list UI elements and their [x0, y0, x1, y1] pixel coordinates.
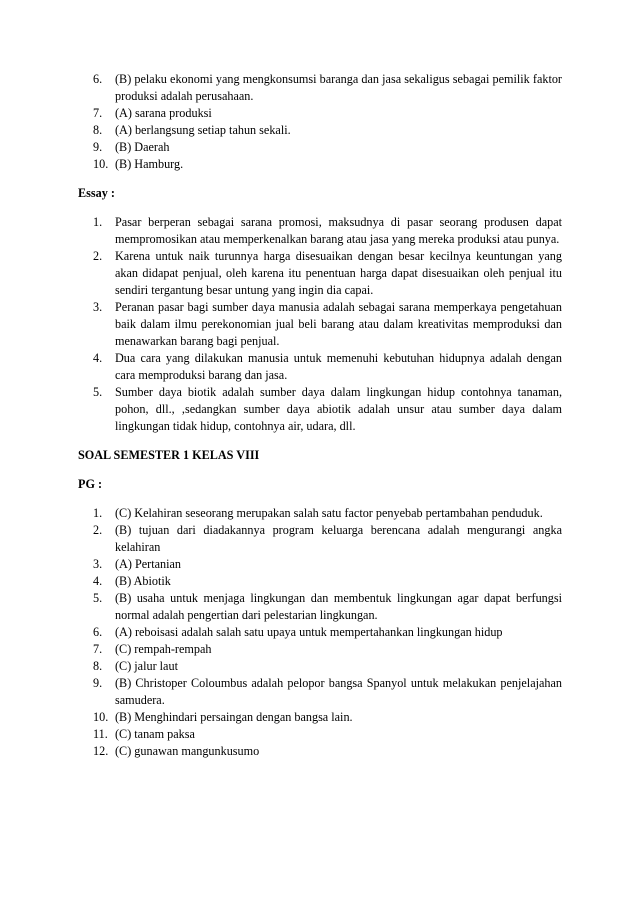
- list-item: [78, 122, 562, 139]
- item-text: (C) jalur laut: [115, 659, 178, 673]
- list-item: [78, 709, 562, 726]
- item-number: 3.: [93, 300, 103, 314]
- list-item: [78, 156, 562, 173]
- document-content: [78, 71, 562, 760]
- list-item: [78, 214, 562, 248]
- item-number: 2.: [93, 249, 103, 263]
- item-number: 10.: [93, 710, 109, 724]
- pg-list: [78, 505, 562, 760]
- item-text: Pasar berperan sebagai sarana promosi, maksudnya di pasar seorang produsen dapat mempromosikan atau memperkenalkan barang atau jasa yang mereka produksi atau punya.: [115, 215, 562, 246]
- item-number: 6.: [93, 72, 103, 86]
- item-number: 7.: [93, 106, 103, 120]
- list-item: [78, 105, 562, 122]
- item-text: (A) berlangsung setiap tahun sekali.: [115, 123, 291, 137]
- item-text: (B) Daerah: [115, 140, 170, 154]
- list-item: [78, 743, 562, 760]
- item-number: 4.: [93, 574, 103, 588]
- item-text: (B) pelaku ekonomi yang mengkonsumsi baranga dan jasa sekaligus sebagai pemilik faktor produksi adalah perusahaan.: [115, 72, 562, 103]
- item-text: (B) Hamburg.: [115, 157, 184, 171]
- item-number: 9.: [93, 676, 103, 690]
- item-text: (C) gunawan mangunkusumo: [115, 744, 260, 758]
- essay-list: [78, 214, 562, 435]
- item-text: (B) Abiotik: [115, 574, 171, 588]
- item-text: Karena untuk naik turunnya harga disesuaikan dengan besar kecilnya keuntungan yang akan didapat penjual, oleh karena itu penentuan harga dapat disesuaikan oleh penjual itu sendiri tergantung besar untung yang ingin dia capai.: [115, 249, 562, 297]
- pg-heading: PG :: [78, 477, 103, 491]
- list-item: [78, 248, 562, 299]
- item-text: (A) Pertanian: [115, 557, 181, 571]
- item-number: 1.: [93, 506, 103, 520]
- item-text: (B) Menghindari persaingan dengan bangsa lain.: [115, 710, 353, 724]
- item-number: 8.: [93, 659, 103, 673]
- item-number: 1.: [93, 215, 103, 229]
- item-text: (A) reboisasi adalah salah satu upaya untuk mempertahankan lingkungan hidup: [115, 625, 503, 639]
- essay-heading: Essay :: [78, 186, 115, 200]
- list-item: [78, 624, 562, 641]
- item-number: 5.: [93, 591, 103, 605]
- item-text: (A) sarana produksi: [115, 106, 212, 120]
- list-item: [78, 556, 562, 573]
- item-text: (C) Kelahiran seseorang merupakan salah satu factor penyebab pertambahan penduduk.: [115, 506, 543, 520]
- list-item: [78, 139, 562, 156]
- item-number: 10.: [93, 157, 109, 171]
- item-number: 11.: [93, 727, 108, 741]
- list-item: [78, 641, 562, 658]
- item-number: 2.: [93, 523, 103, 537]
- list-item: [78, 505, 562, 522]
- item-number: 4.: [93, 351, 103, 365]
- item-text: Dua cara yang dilakukan manusia untuk memenuhi kebutuhan hidupnya adalah dengan cara memproduksi barang dan jasa.: [115, 351, 562, 382]
- list-item: [78, 726, 562, 743]
- item-number: 5.: [93, 385, 103, 399]
- item-text: (B) Christoper Coloumbus adalah pelopor bangsa Spanyol untuk melakukan penjelajahan samudera.: [115, 676, 562, 707]
- item-text: Sumber daya biotik adalah sumber daya dalam lingkungan hidup contohnya tanaman, pohon, dll., ,sedangkan sumber daya abiotik adalah unsur atau sumber daya dalam lingkungan tidak hidup, contohnya air, udara, dll.: [115, 385, 562, 433]
- item-number: 9.: [93, 140, 103, 154]
- answer-list-top: [78, 71, 562, 173]
- list-item: [78, 350, 562, 384]
- item-text: (B) usaha untuk menjaga lingkungan dan membentuk lingkungan agar dapat berfungsi normal adalah pengertian dari pelestarian lingkungan.: [115, 591, 562, 622]
- list-item: [78, 590, 562, 624]
- item-number: 8.: [93, 123, 103, 137]
- list-item: [78, 299, 562, 350]
- item-text: (C) tanam paksa: [115, 727, 195, 741]
- list-item: [78, 658, 562, 675]
- item-number: 12.: [93, 744, 109, 758]
- list-item: [78, 573, 562, 590]
- item-text: Peranan pasar bagi sumber daya manusia adalah sebagai sarana memperkaya pengetahuan baik dalam ilmu perekonomian jual beli barang atau dalam kreativitas memproduksi dan menawarkan barang bagi penjual.: [115, 300, 562, 348]
- list-item: [78, 522, 562, 556]
- item-number: 6.: [93, 625, 103, 639]
- list-item: [78, 675, 562, 709]
- item-number: 7.: [93, 642, 103, 656]
- semester-heading: SOAL SEMESTER 1 KELAS VIII: [78, 448, 260, 462]
- item-text: (B) tujuan dari diadakannya program keluarga berencana adalah mengurangi angka kelahiran: [115, 523, 562, 554]
- list-item: [78, 384, 562, 435]
- list-item: [78, 71, 562, 105]
- item-text: (C) rempah-rempah: [115, 642, 212, 656]
- item-number: 3.: [93, 557, 103, 571]
